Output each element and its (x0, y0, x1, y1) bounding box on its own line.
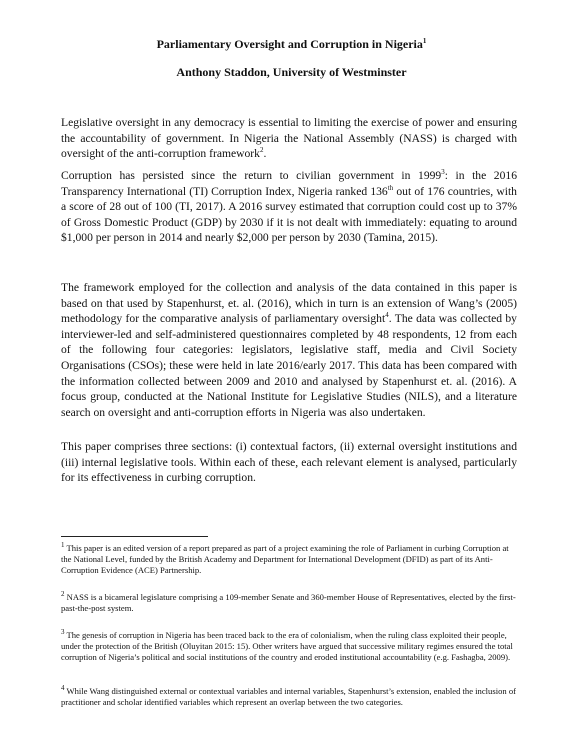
paper-title-text: Parliamentary Oversight and Corruption in Nigeria (156, 37, 423, 51)
footnote-text: NASS is a bicameral legislature comprising a 109-member Senate and 360-member House of Representatives, elected by the first-past-the-post system. (61, 592, 516, 613)
paragraph-intro-end: . (263, 147, 267, 161)
footnote-divider (61, 536, 208, 537)
footnote-number: 1 (61, 541, 65, 550)
paragraph-corruption-text-c: out of 176 countries, with a score of 28 out of 100 (TI, 2017). A 2016 survey estimated that corruption could cost up to 37% of Gross Domestic Product (GDP) by 2030 if it is not dealt with immediately: equating to around $1,000 per person in 2014 and nearly $2,000 per person by 2030 (Tamina, 2015). (61, 184, 517, 245)
footnote-2 (61, 592, 517, 614)
footnote-text: While Wang distinguished external or contextual variables and internal variables, Stapenhurst’s extension, enabled the inclusion of practitioner and scholar identified variables which represent an overlap between the two categories. (61, 686, 516, 707)
footnote-text: This paper is an edited version of a report prepared as part of a project examining the role of Parliament in curbing Corruption at the National Level, funded by the British Academy and Department for International Development (DFID) as part of its Anti-Corruption Evidence (ACE) Partnership. (61, 543, 509, 575)
paragraph-corruption (61, 168, 517, 246)
paragraph-framework-text-a: The framework employed for the collection and analysis of the data contained in this paper is based on that used by Stapenhurst, et. al. (2016), which in turn is an extension of Wang’s (2005) methodology for the comparative analysis of parliamentary oversight (61, 281, 517, 326)
paragraph-intro-text: Legislative oversight in any democracy is essential to limiting the exercise of power and ensuring the accountability of government. In Nigeria the National Assembly (NASS) is charged with oversight of the anti-corruption framework (61, 116, 517, 161)
paragraph-corruption-text-b: : in the 2016 Transparency International (TI) Corruption Index, Nigeria ranked 136 (61, 169, 517, 198)
footnote-text: The genesis of corruption in Nigeria has been traced back to the era of colonialism, when the ruling class exploited their people, under the protection of the British (Oluyitan 2015: 15). Other writers have argued that successive military regimes ensured the total corruption of Nigeria’s political and social institutions of the country and eroded institutional accountability (e.g. Fashagba, 2009). (61, 630, 513, 662)
footnote-number: 4 (61, 684, 65, 693)
footnote-number: 3 (61, 628, 65, 637)
paragraph-corruption-text-a: Corruption has persisted since the return to civilian government in 1999 (61, 169, 442, 182)
author-line: Anthony Staddon, University of Westminster (176, 65, 407, 79)
paragraph-structure: This paper comprises three sections: (i) contextual factors, (ii) external oversight institutions and (iii) internal legislative tools. Within each of these, each relevant element is analysed, particularly for its effectiveness in curbing corruption. (61, 440, 517, 485)
footnote-ref-4: 4 (385, 311, 389, 320)
footnote-1 (61, 543, 517, 576)
footnote-number: 2 (61, 590, 65, 599)
footnote-ref-2: 2 (259, 146, 264, 155)
footnote-ref-3: 3 (441, 168, 445, 177)
footnote-ref-1: 1 (422, 37, 427, 45)
ordinal-suffix: th (387, 183, 394, 192)
paragraph-intro (61, 115, 517, 162)
footnote-4 (61, 686, 517, 708)
paper-title (0, 37, 583, 52)
footnote-3 (61, 630, 517, 663)
paragraph-framework (61, 280, 517, 420)
paragraph-framework-text-b: . The data was collected by interviewer-led and self-administered questionnaires completed by 48 respondents, 12 from each of the following four categories: legislators, legislative staff, media and Civil Society Organisations (CSOs); these were held in late 2016/early 2017. This data has been compared with the information collected between 2009 and 2010 and analysed by Stapenhurst et. al. (2016). A focus group, conducted at the National Institute for Legislative Studies (NILS), and a literature search on oversight and anti-corruption efforts in Nigeria was also undertaken. (61, 312, 517, 419)
